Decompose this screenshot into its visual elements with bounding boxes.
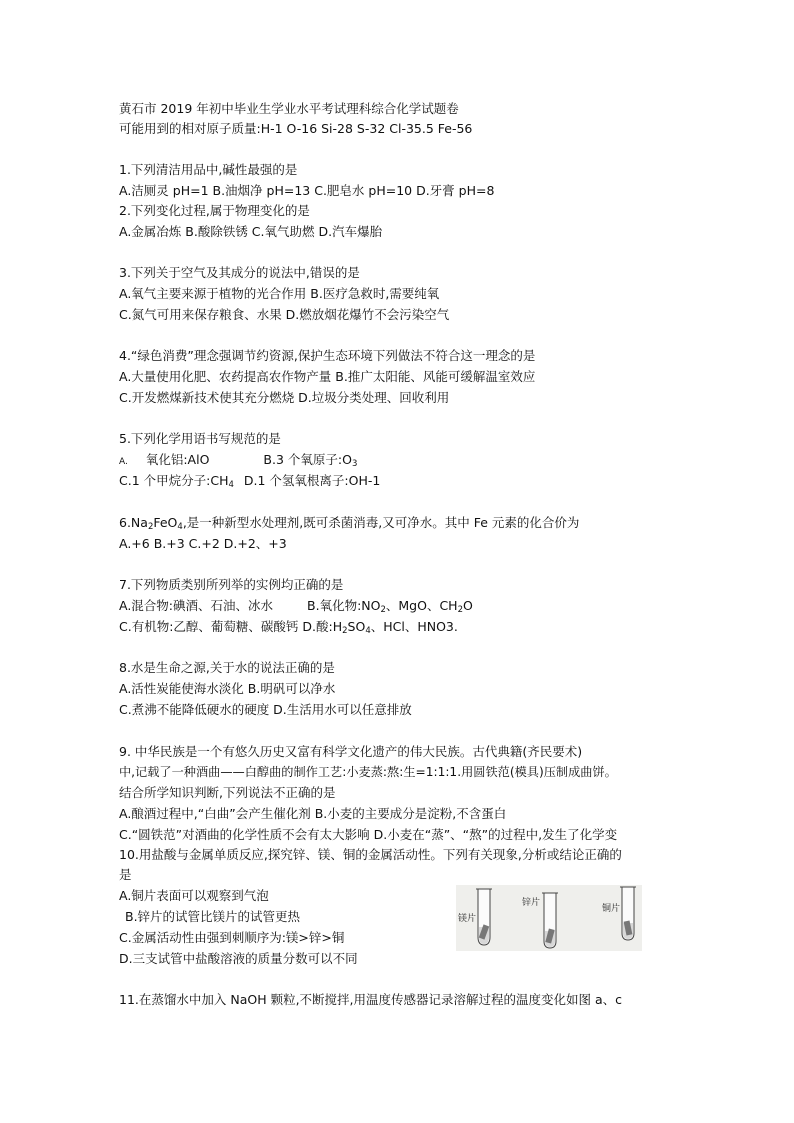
exam-title: 黄石市 2019 年初中毕业生学业水平考试理科综合化学试题卷 <box>119 101 459 116</box>
q2-stem: 2.下列变化过程,属于物理变化的是 <box>119 203 310 218</box>
q6-formula-feo: FeO <box>153 515 178 530</box>
q10-option-b: B.锌片的试管比镁片的试管更热 <box>125 909 301 924</box>
q6-stem-text: ,是一种新型水处理剂,既可杀菌消毒,又可净水。其中 Fe 元素的化合价为 <box>182 515 580 530</box>
q10-option-c: C.金属活动性由强到刺顺序为:镁>锌>铜 <box>119 930 345 945</box>
test-tube-3 <box>620 887 636 940</box>
q10-option-d: D.三支试管中盐酸溶液的质量分数可以不同 <box>119 951 358 966</box>
q6-stem <box>119 515 579 535</box>
q5-options-cd <box>119 473 380 493</box>
q4-stem: 4.“绿色消费”理念强调节约资源,保护生态环境下列做法不符合这一理念的是 <box>119 348 536 363</box>
q3-options-ab: A.氧气主要来源于植物的光合作用 B.医疗急救时,需要纯氧 <box>119 286 440 301</box>
q10-line-2: 是 <box>119 867 132 882</box>
q7-option-b-end: O <box>463 598 473 613</box>
q6-formula-na: 6.Na <box>119 515 148 530</box>
q1-options: A.洁厕灵 pH=1 B.油烟净 pH=13 C.肥皂水 pH=10 D.牙膏 pH=8 <box>119 183 495 198</box>
q5-option-b-subscript: 3 <box>351 459 358 469</box>
q7-option-d-sub1: 2 <box>342 626 348 636</box>
test-tubes-diagram <box>456 885 642 951</box>
q10-option-a: A.铜片表面可以观察到气泡 <box>119 888 269 903</box>
tube-2-label: 锌片 <box>522 898 541 908</box>
q9-options-cd: C.“圆铁范”对酒曲的化学性质不会有太大影响 D.小麦在“蒸”、“熬”的过程中,发生了化学变 <box>119 827 618 842</box>
atomic-masses: 可能用到的相对原子质量:H-1 O-16 Si-28 S-32 Cl-35.5 Fe-56 <box>119 121 473 136</box>
q9-line-2: 中,记载了一种酒曲——白醇曲的制作工艺:小麦蒸:熬:生=1:1:1.用圆铁范(模具)压制成曲饼。 <box>119 765 617 779</box>
test-tube-1 <box>476 889 492 945</box>
q4-options-cd: C.开发燃煤新技术使其充分燃烧 D.垃圾分类处理、回收利用 <box>119 390 450 405</box>
q6-formula-sub1: 2 <box>147 522 154 532</box>
q8-options-ab: A.活性炭能使海水淡化 B.明矾可以净水 <box>119 681 336 696</box>
q5-option-a: 氧化铝:AlO <box>145 452 210 467</box>
q7-option-d-sub2: 4 <box>365 626 371 636</box>
q5-option-a-mark: A. <box>119 457 128 467</box>
q8-options-cd: C.煮沸不能降低硬水的硬度 D.生活用水可以任意排放 <box>119 702 412 717</box>
q5-option-c: C.1 个甲烷分子:CH <box>119 473 229 488</box>
q9-line-3: 结合所学知识判断,下列说法不正确的是 <box>119 785 336 800</box>
q6-formula-sub2: 4 <box>177 522 183 532</box>
q9-options-ab: A.酿酒过程中,“白曲”会产生催化剂 B.小麦的主要成分是淀粉,不含蛋白 <box>119 806 507 821</box>
q5-option-b: B.3 个氧原子:O <box>263 452 352 467</box>
tube-1-label: 镁片 <box>458 914 477 924</box>
q7-option-b-mid: 、MgO、CH <box>385 598 458 613</box>
q5-option-d: D.1 个氢氧根离子:OH-1 <box>243 473 381 488</box>
q8-stem: 8.水是生命之源,关于水的说法正确的是 <box>119 660 335 675</box>
q7-option-b-sub2: 2 <box>457 605 463 615</box>
q7-option-b-pre: B.氧化物:NO <box>307 598 381 613</box>
q5-option-c-subscript: 4 <box>228 480 234 490</box>
q3-stem: 3.下列关于空气及其成分的说法中,错误的是 <box>119 265 360 280</box>
q2-options: A.金属冶炼 B.酸除铁锈 C.氧气助燃 D.汽车爆胎 <box>119 224 383 239</box>
q6-options: A.+6 B.+3 C.+2 D.+2、+3 <box>119 536 287 551</box>
q7-option-d-end: 、HCl、HNO3. <box>370 619 458 634</box>
q5-options-ab <box>119 452 357 472</box>
q4-options-ab: A.大量使用化肥、农药提高农作物产量 B.推广太阳能、风能可缓解温室效应 <box>119 369 536 384</box>
test-tubes-figure <box>456 885 642 951</box>
tube-3-label: 铜片 <box>602 904 621 914</box>
q9-line-1: 9. 中华民族是一个有悠久历史又富有科学文化遗产的伟大民族。古代典籍(齐民要术) <box>119 744 583 759</box>
q7-options-cd <box>119 619 458 639</box>
q7-stem: 7.下列物质类别所列举的实例均正确的是 <box>119 577 344 592</box>
q5-stem: 5.下列化学用语书写规范的是 <box>119 431 281 446</box>
q7-option-b <box>307 598 473 613</box>
q7-options-ab <box>119 598 473 618</box>
test-tube-2 <box>542 893 558 948</box>
q1-stem: 1.下列清洁用品中,碱性最强的是 <box>119 162 298 177</box>
q7-option-d-mid: SO <box>347 619 366 634</box>
q7-option-a: A.混合物:碘酒、石油、冰水 <box>119 598 274 613</box>
q3-options-cd: C.氮气可用来保存粮食、水果 D.燃放烟花爆竹不会污染空气 <box>119 307 450 322</box>
q7-option-b-sub1: 2 <box>380 605 386 615</box>
q10-line-1: 10.用盐酸与金属单质反应,探究锌、镁、铜的金属活动性。下列有关现象,分析或结论正确的 <box>119 847 622 862</box>
q11-line-1: 11.在蒸馏水中加入 NaOH 颗粒,不断搅拌,用温度传感器记录溶解过程的温度变化如图 a、c <box>119 992 623 1007</box>
q7-option-c-pre: C.有机物:乙醇、葡萄糖、碳酸钙 D.酸:H <box>119 619 343 634</box>
